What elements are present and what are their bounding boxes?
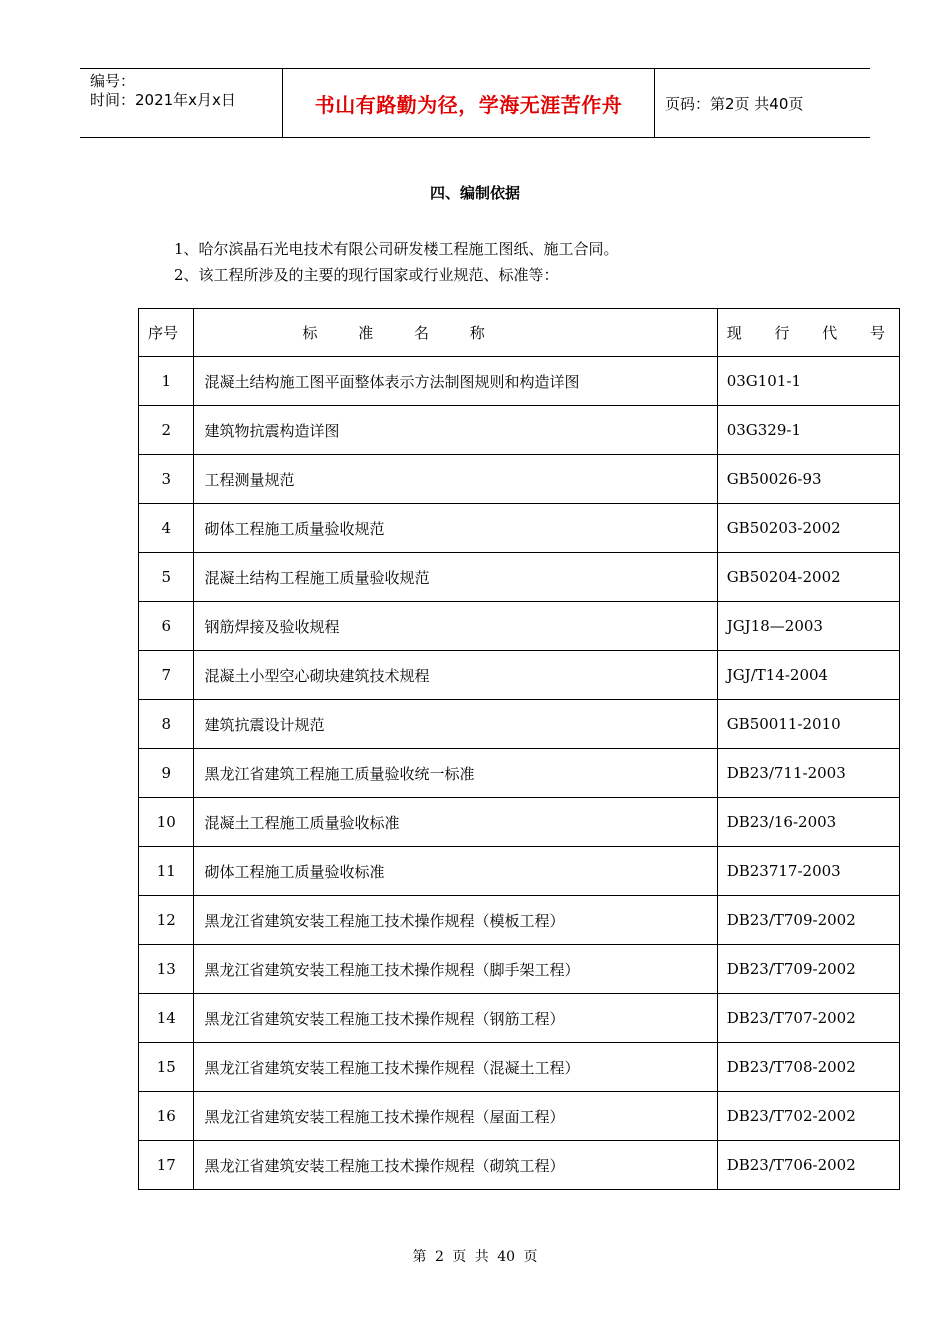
cell-code: DB23/T708-2002 bbox=[717, 1043, 899, 1092]
cell-code: GB50011-2010 bbox=[717, 700, 899, 749]
cell-code: GB50203-2002 bbox=[717, 504, 899, 553]
cell-code: GB50204-2002 bbox=[717, 553, 899, 602]
paragraph-2: 2、该工程所涉及的主要的现行国家或行业规范、标准等： bbox=[174, 266, 559, 284]
cell-number: 6 bbox=[139, 602, 194, 651]
table-row bbox=[139, 798, 900, 847]
header-motto: 书山有路勤为径，学海无涯苦作舟 bbox=[283, 69, 655, 137]
cell-name: 砌体工程施工质量验收标准 bbox=[194, 847, 717, 896]
cell-code: DB23/T707-2002 bbox=[717, 994, 899, 1043]
header-meta-cell bbox=[80, 69, 283, 137]
cell-number: 2 bbox=[139, 406, 194, 455]
cell-code: DB23/T702-2002 bbox=[717, 1092, 899, 1141]
document-number-label: 编号： bbox=[90, 72, 136, 90]
cell-code: DB23/16-2003 bbox=[717, 798, 899, 847]
cell-name: 工程测量规范 bbox=[194, 455, 717, 504]
paragraph-1: 1、哈尔滨晶石光电技术有限公司研发楼工程施工图纸、施工合同。 bbox=[174, 240, 619, 258]
table-row bbox=[139, 602, 900, 651]
cell-name: 黑龙江省建筑安装工程施工技术操作规程（脚手架工程） bbox=[194, 945, 717, 994]
cell-code: GB50026-93 bbox=[717, 455, 899, 504]
cell-name: 黑龙江省建筑安装工程施工技术操作规程（屋面工程） bbox=[194, 1092, 717, 1141]
cell-name: 黑龙江省建筑安装工程施工技术操作规程（模板工程） bbox=[194, 896, 717, 945]
cell-number: 3 bbox=[139, 455, 194, 504]
header-cell-code: 现 行 代 号 bbox=[717, 309, 899, 357]
cell-code: 03G101-1 bbox=[717, 357, 899, 406]
cell-number: 17 bbox=[139, 1141, 194, 1190]
cell-number: 12 bbox=[139, 896, 194, 945]
cell-number: 13 bbox=[139, 945, 194, 994]
header-cell-number: 序号 bbox=[139, 309, 194, 357]
cell-code: DB23/T709-2002 bbox=[717, 945, 899, 994]
cell-name: 混凝土结构工程施工质量验收规范 bbox=[194, 553, 717, 602]
cell-number: 4 bbox=[139, 504, 194, 553]
cell-name: 砌体工程施工质量验收规范 bbox=[194, 504, 717, 553]
cell-name: 混凝土结构施工图平面整体表示方法制图规则和构造详图 bbox=[194, 357, 717, 406]
table-row bbox=[139, 455, 900, 504]
table-row bbox=[139, 1141, 900, 1190]
cell-code: 03G329-1 bbox=[717, 406, 899, 455]
cell-code: DB23/T709-2002 bbox=[717, 896, 899, 945]
table-row bbox=[139, 1043, 900, 1092]
table-row bbox=[139, 553, 900, 602]
table-row bbox=[139, 651, 900, 700]
cell-code: DB23/711-2003 bbox=[717, 749, 899, 798]
cell-number: 5 bbox=[139, 553, 194, 602]
cell-number: 8 bbox=[139, 700, 194, 749]
cell-name: 建筑物抗震构造详图 bbox=[194, 406, 717, 455]
cell-number: 16 bbox=[139, 1092, 194, 1141]
cell-name: 黑龙江省建筑安装工程施工技术操作规程（混凝土工程） bbox=[194, 1043, 717, 1092]
cell-name: 建筑抗震设计规范 bbox=[194, 700, 717, 749]
table-row bbox=[139, 847, 900, 896]
standards-table bbox=[138, 308, 900, 1190]
table-row bbox=[139, 357, 900, 406]
cell-code: DB23717-2003 bbox=[717, 847, 899, 896]
cell-number: 1 bbox=[139, 357, 194, 406]
cell-number: 7 bbox=[139, 651, 194, 700]
header-cell-name: 标 准 名 称 bbox=[194, 309, 717, 357]
cell-code: JGJ/T14-2004 bbox=[717, 651, 899, 700]
table-row bbox=[139, 1092, 900, 1141]
cell-number: 14 bbox=[139, 994, 194, 1043]
table-header-row bbox=[139, 309, 900, 357]
cell-number: 11 bbox=[139, 847, 194, 896]
table-row bbox=[139, 504, 900, 553]
cell-name: 黑龙江省建筑安装工程施工技术操作规程（砌筑工程） bbox=[194, 1141, 717, 1190]
document-time-label: 时间：2021年x月x日 bbox=[90, 91, 236, 109]
cell-number: 9 bbox=[139, 749, 194, 798]
cell-name: 黑龙江省建筑工程施工质量验收统一标准 bbox=[194, 749, 717, 798]
page-footer: 第 2 页 共 40 页 bbox=[412, 1249, 538, 1265]
table-row bbox=[139, 945, 900, 994]
section-title: 四、编制依据 bbox=[429, 184, 520, 202]
cell-name: 混凝土小型空心砌块建筑技术规程 bbox=[194, 651, 717, 700]
table-row bbox=[139, 896, 900, 945]
page-header bbox=[80, 68, 870, 138]
table-row bbox=[139, 749, 900, 798]
table-row bbox=[139, 700, 900, 749]
cell-name: 钢筋焊接及验收规程 bbox=[194, 602, 717, 651]
header-page-label: 页码：第2页 共40页 bbox=[665, 94, 804, 113]
table-row bbox=[139, 406, 900, 455]
cell-number: 15 bbox=[139, 1043, 194, 1092]
cell-code: DB23/T706-2002 bbox=[717, 1141, 899, 1190]
cell-number: 10 bbox=[139, 798, 194, 847]
cell-code: JGJ18—2003 bbox=[717, 602, 899, 651]
cell-name: 黑龙江省建筑安装工程施工技术操作规程（钢筋工程） bbox=[194, 994, 717, 1043]
table-row bbox=[139, 994, 900, 1043]
cell-name: 混凝土工程施工质量验收标准 bbox=[194, 798, 717, 847]
